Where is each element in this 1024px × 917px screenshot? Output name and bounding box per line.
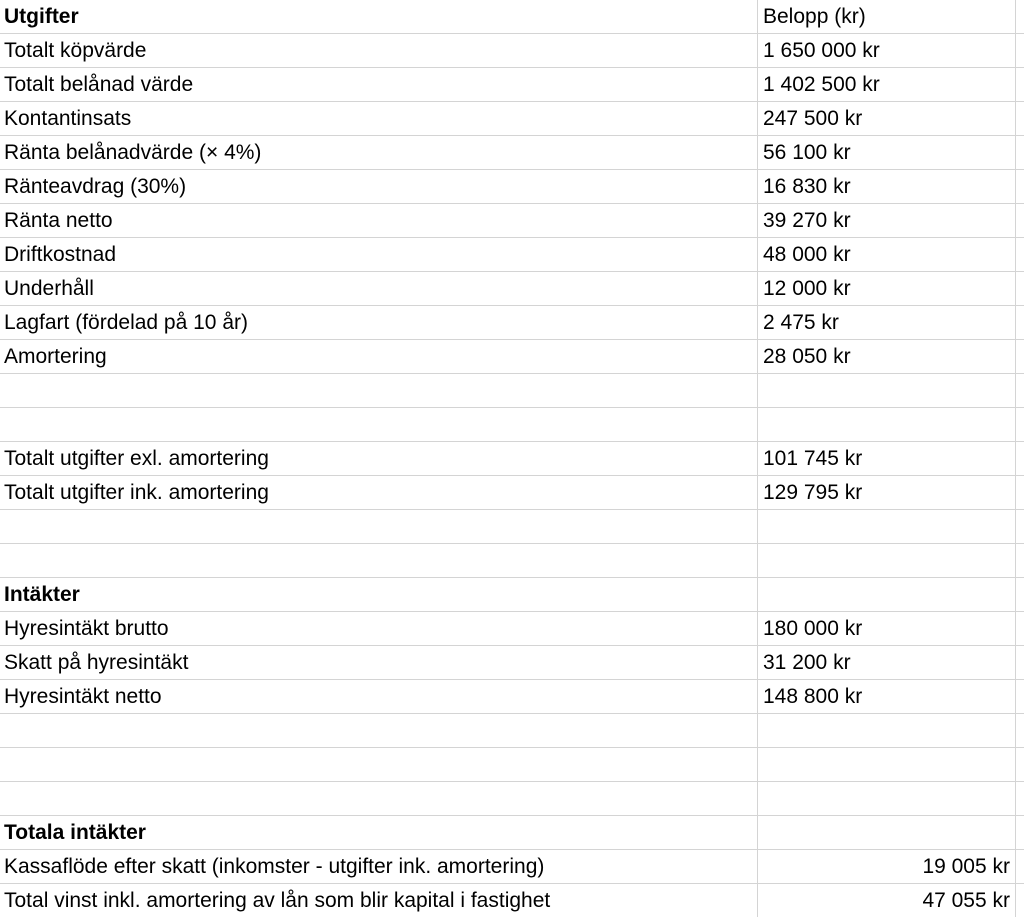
cell-c[interactable]	[1016, 816, 1024, 849]
cell-c[interactable]	[1016, 612, 1024, 645]
row-label[interactable]: Totalt belånad värde	[0, 68, 758, 101]
empty-cell[interactable]	[758, 510, 1016, 543]
row-value[interactable]: 2 475 kr	[758, 306, 1016, 339]
row-value[interactable]: 1 402 500 kr	[758, 68, 1016, 101]
table-row	[0, 272, 1024, 306]
table-row	[0, 544, 1024, 578]
table-row	[0, 34, 1024, 68]
empty-cell[interactable]	[758, 408, 1016, 441]
table-row	[0, 782, 1024, 816]
table-row	[0, 646, 1024, 680]
section-header-utgifter[interactable]: Utgifter	[0, 0, 758, 33]
table-row	[0, 714, 1024, 748]
row-value[interactable]: 247 500 kr	[758, 102, 1016, 135]
table-row	[0, 884, 1024, 916]
table-row	[0, 0, 1024, 34]
section-header-totala-intakter[interactable]: Totala intäkter	[0, 816, 758, 849]
table-row	[0, 238, 1024, 272]
row-label[interactable]: Amortering	[0, 340, 758, 373]
cell-c[interactable]	[1016, 578, 1024, 611]
empty-cell[interactable]	[758, 816, 1016, 849]
cell-c[interactable]	[1016, 442, 1024, 475]
row-label[interactable]: Ränta netto	[0, 204, 758, 237]
row-value[interactable]: 56 100 kr	[758, 136, 1016, 169]
cell-c[interactable]	[1016, 272, 1024, 305]
row-label[interactable]: Lagfart (fördelad på 10 år)	[0, 306, 758, 339]
table-row	[0, 850, 1024, 884]
cell-c[interactable]	[1016, 680, 1024, 713]
row-label[interactable]: Hyresintäkt brutto	[0, 612, 758, 645]
row-label[interactable]: Total vinst inkl. amortering av lån som blir kapital i fastighet	[0, 884, 758, 917]
empty-cell[interactable]	[0, 374, 758, 407]
table-row	[0, 204, 1024, 238]
table-row	[0, 306, 1024, 340]
cell-c[interactable]	[1016, 374, 1024, 407]
table-row	[0, 748, 1024, 782]
empty-cell[interactable]	[758, 544, 1016, 577]
table-row	[0, 680, 1024, 714]
row-label[interactable]: Kontantinsats	[0, 102, 758, 135]
cell-c[interactable]	[1016, 68, 1024, 101]
row-value[interactable]: 1 650 000 kr	[758, 34, 1016, 67]
cell-c[interactable]	[1016, 340, 1024, 373]
cell-c[interactable]	[1016, 476, 1024, 509]
cell-c[interactable]	[1016, 408, 1024, 441]
table-row	[0, 816, 1024, 850]
row-label[interactable]: Ränteavdrag (30%)	[0, 170, 758, 203]
row-label[interactable]: Totalt köpvärde	[0, 34, 758, 67]
empty-cell[interactable]	[0, 408, 758, 441]
cell-c[interactable]	[1016, 850, 1024, 883]
cell-c[interactable]	[1016, 102, 1024, 135]
row-value[interactable]: 148 800 kr	[758, 680, 1016, 713]
empty-cell[interactable]	[758, 374, 1016, 407]
cell-c[interactable]	[1016, 34, 1024, 67]
row-value[interactable]: 180 000 kr	[758, 612, 1016, 645]
row-value[interactable]: 12 000 kr	[758, 272, 1016, 305]
row-value[interactable]: 39 270 kr	[758, 204, 1016, 237]
table-row	[0, 374, 1024, 408]
row-label[interactable]: Underhåll	[0, 272, 758, 305]
cell-c[interactable]	[1016, 646, 1024, 679]
row-label[interactable]: Hyresintäkt netto	[0, 680, 758, 713]
table-row	[0, 170, 1024, 204]
row-value[interactable]: 47 055 kr	[758, 884, 1016, 917]
row-label[interactable]: Driftkostnad	[0, 238, 758, 271]
row-value[interactable]: 101 745 kr	[758, 442, 1016, 475]
empty-cell[interactable]	[758, 782, 1016, 815]
row-value[interactable]: 19 005 kr	[758, 850, 1016, 883]
cell-c[interactable]	[1016, 714, 1024, 747]
row-label[interactable]: Totalt utgifter ink. amortering	[0, 476, 758, 509]
row-value[interactable]: 48 000 kr	[758, 238, 1016, 271]
cell-c[interactable]	[1016, 782, 1024, 815]
section-header-intakter[interactable]: Intäkter	[0, 578, 758, 611]
cell-c[interactable]	[1016, 510, 1024, 543]
row-value[interactable]: 129 795 kr	[758, 476, 1016, 509]
empty-cell[interactable]	[758, 714, 1016, 747]
table-row	[0, 340, 1024, 374]
cell-c[interactable]	[1016, 0, 1024, 33]
cell-c[interactable]	[1016, 238, 1024, 271]
row-value[interactable]: 31 200 kr	[758, 646, 1016, 679]
cell-c[interactable]	[1016, 544, 1024, 577]
empty-cell[interactable]	[758, 748, 1016, 781]
table-row	[0, 476, 1024, 510]
empty-cell[interactable]	[0, 782, 758, 815]
empty-cell[interactable]	[0, 544, 758, 577]
table-row	[0, 68, 1024, 102]
table-row	[0, 136, 1024, 170]
row-value[interactable]: 16 830 kr	[758, 170, 1016, 203]
cell-c[interactable]	[1016, 170, 1024, 203]
cell-c[interactable]	[1016, 306, 1024, 339]
row-label[interactable]: Totalt utgifter exl. amortering	[0, 442, 758, 475]
cell-c[interactable]	[1016, 136, 1024, 169]
row-value[interactable]: 28 050 kr	[758, 340, 1016, 373]
empty-cell[interactable]	[0, 748, 758, 781]
table-row	[0, 612, 1024, 646]
column-header-belopp[interactable]: Belopp (kr)	[758, 0, 1016, 33]
cell-c[interactable]	[1016, 204, 1024, 237]
table-row	[0, 578, 1024, 612]
row-label[interactable]: Kassaflöde efter skatt (inkomster - utgifter ink. amortering)	[0, 850, 758, 883]
empty-cell[interactable]	[0, 714, 758, 747]
row-label[interactable]: Skatt på hyresintäkt	[0, 646, 758, 679]
cell-c[interactable]	[1016, 748, 1024, 781]
table-row	[0, 408, 1024, 442]
cell-c[interactable]	[1016, 884, 1024, 917]
table-row	[0, 102, 1024, 136]
empty-cell[interactable]	[0, 510, 758, 543]
row-label[interactable]: Ränta belånadvärde (× 4%)	[0, 136, 758, 169]
table-row	[0, 442, 1024, 476]
table-row	[0, 510, 1024, 544]
empty-cell[interactable]	[758, 578, 1016, 611]
